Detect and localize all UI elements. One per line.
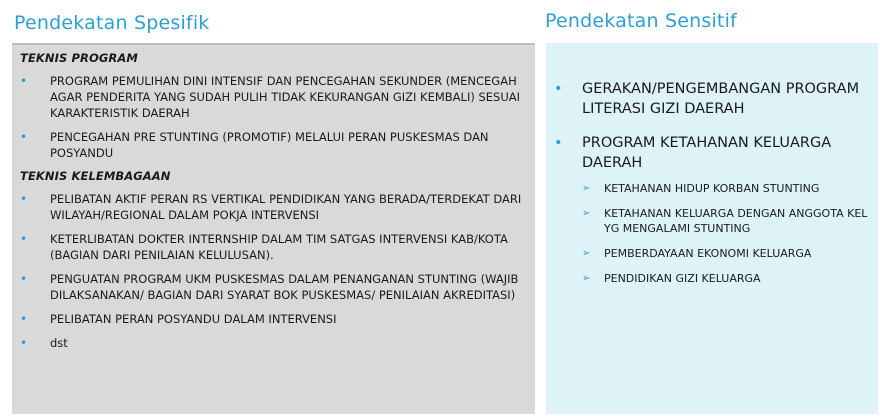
list-item: • PENGUATAN PROGRAM UKM PUSKESMAS DALAM PENANGANAN STUNTING (WAJIB DILAKSANAKAN/ BAGIAN DARI SYARAT BOK PUSKESMAS/ PENILAIAN AKREDITASI) [20,272,519,302]
sub-list-item: ➢ KETAHANAN HIDUP KORBAN STUNTING [582,182,820,195]
bullet-dot-icon: • [554,135,563,151]
arrow-right-icon: ➢ [582,208,591,219]
bullet-dot-icon: • [20,272,28,286]
bullet-dot-icon: • [20,312,28,326]
list-item: • PELIBATAN AKTIF PERAN RS VERTIKAL PENDIDIKAN YANG BERADA/TERDEKAT DARI WILAYAH/REGIONAL DALAM POKJA INTERVENSI [20,192,522,222]
list-item: • dst [20,336,68,350]
list-item: • PROGRAM PEMULIHAN DINI INTENSIF DAN PENCEGAHAN SEKUNDER (MENCEGAH AGAR PENDERITA YANG SUDAH PULIH TIDAK KEKURANGAN GIZI KEMBALI) SESUAI KARAKTERISTIK DAERAH [20,74,521,120]
arrow-right-icon: ➢ [582,273,591,284]
bullet-dot-icon: • [554,81,563,97]
sub-list-item: ➢ KETAHANAN KELUARGA DENGAN ANGGOTA KEL YG MENGALAMI STUNTING [582,207,868,235]
section-heading-teknis-program: TEKNIS PROGRAM [20,51,138,65]
list-item: • PROGRAM KETAHANAN KELUARGA DAERAH [554,135,832,171]
left-panel-title: Pendekatan Spesifik [14,12,210,34]
bullet-dot-icon: • [20,336,28,350]
bullet-dot-icon: • [20,74,28,88]
arrow-right-icon: ➢ [582,248,591,259]
sub-list [580,181,868,286]
arrow-right-icon: ➢ [582,183,591,194]
sub-list-item: ➢ PENDIDIKAN GIZI KELUARGA [582,272,761,285]
bullet-dot-icon: • [20,130,28,144]
sensitive-approach-panel [546,43,878,414]
bullet-dot-icon: • [20,232,28,246]
right-panel-title: Pendekatan Sensitif [545,10,737,32]
section-heading-teknis-kelembagaan: TEKNIS KELEMBAGAAN [20,169,171,183]
list-item: • KETERLIBATAN DOKTER INTERNSHIP DALAM TIM SATGAS INTERVENSI KAB/KOTA (BAGIAN DARI PENILAIAN KELULUSAN). [20,232,508,262]
sub-list-item: ➢ PEMBERDAYAAN EKONOMI KELUARGA [582,247,812,260]
list-item: • PELIBATAN PERAN POSYANDU DALAM INTERVENSI [20,312,337,326]
bullet-dot-icon: • [20,192,28,206]
list-item: • GERAKAN/PENGEMBANGAN PROGRAM LITERASI GIZI DAERAH [554,81,860,117]
list-item: • PENCEGAHAN PRE STUNTING (PROMOTIF) MELALUI PERAN PUSKESMAS DAN POSYANDU [20,130,489,160]
specific-approach-panel [12,43,535,414]
